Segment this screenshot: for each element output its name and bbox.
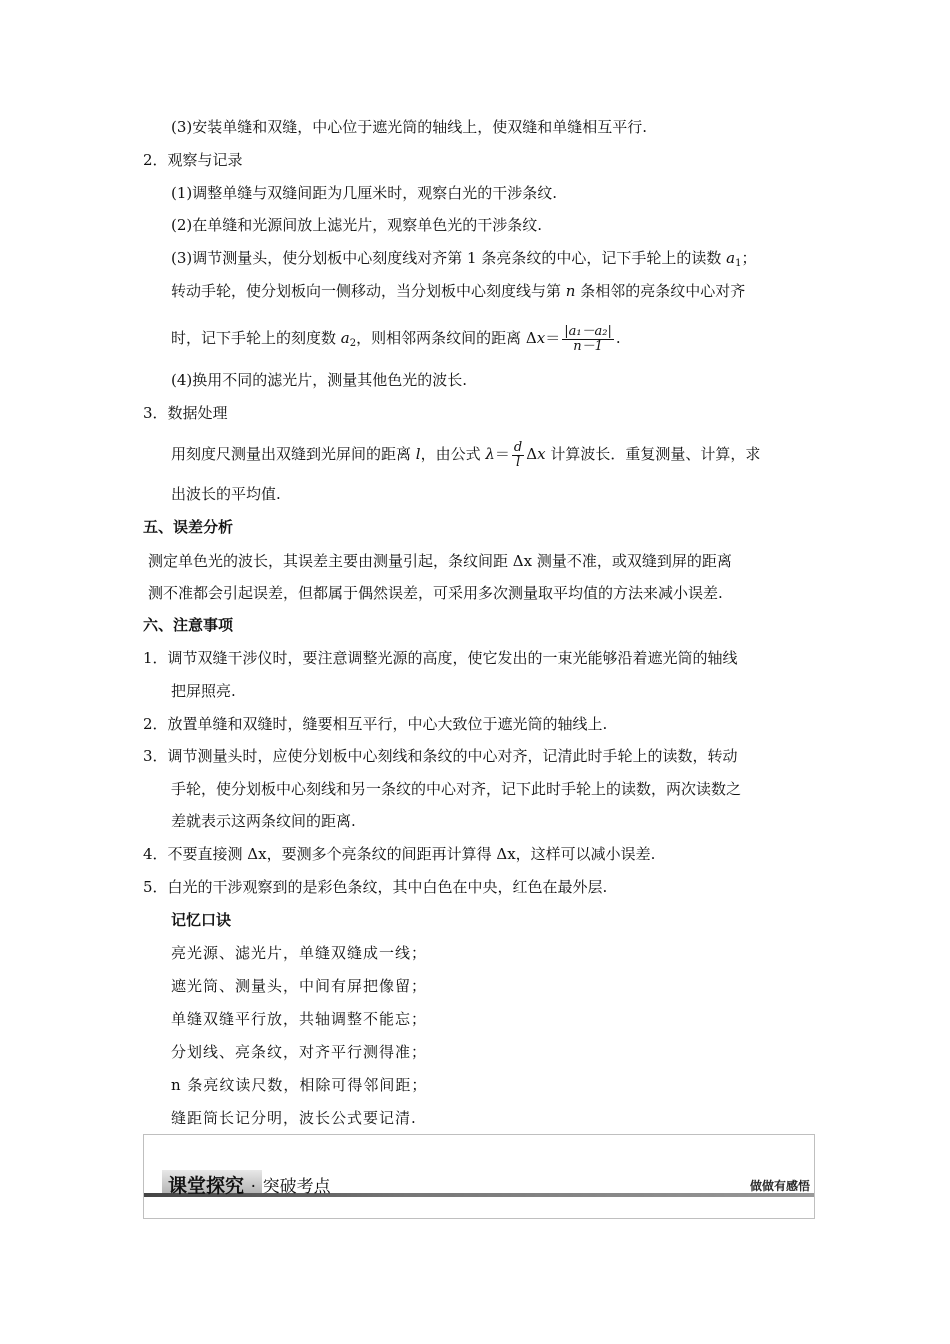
fraction-denominator: n－1 (573, 338, 603, 354)
data-text-1: 用刻度尺测量出双缝到光屏间的距离 (171, 445, 416, 463)
section-banner (143, 1134, 815, 1219)
observe-step-3-line-3 (171, 318, 621, 364)
fraction-numerator: |a₁－a₂| (564, 323, 612, 339)
section-2-heading: 2．观察与记录 (143, 151, 243, 169)
variable-a: a (340, 329, 350, 347)
variable-a: a (726, 249, 736, 267)
wavelength-fraction (512, 441, 524, 470)
fraction-denominator: l (515, 454, 521, 470)
subscript-2: 2 (349, 338, 357, 349)
delta-symbol: Δ (526, 445, 538, 463)
variable-x: x (536, 329, 546, 347)
fraction-numerator: d (513, 439, 523, 455)
memory-rhyme-heading: 记忆口诀 (171, 911, 232, 929)
section-3-heading: 3．数据处理 (143, 404, 228, 422)
note-5: 5．白光的干涉观察到的是彩色条纹，其中白色在中央，红色在最外层. (143, 878, 608, 896)
rhyme-line: n 条亮纹读尺数，相除可得邻间距； (171, 1076, 428, 1094)
period: . (615, 329, 621, 347)
observe-step-3-text-5: ，则相邻两条纹间的距离 Δ (356, 329, 537, 347)
rhyme-line: 缝距筒长记分明，波长公式要记清. (171, 1109, 417, 1127)
observe-step-1: (1)调整单缝与双缝间距为几厘米时，观察白光的干涉条纹. (171, 184, 558, 202)
rhyme-line: 遮光筒、测量头，中间有屏把像留； (171, 977, 428, 995)
banner-title-main: 课堂探究 (168, 1175, 245, 1197)
observe-step-3-line-2 (171, 281, 745, 301)
step-3-install-slits: (3)安装单缝和双缝，中心位于遮光筒的轴线上，使双缝和单缝相互平行. (171, 118, 648, 136)
data-text-3: 计算波长．重复测量、计算，求 (545, 445, 761, 463)
variable-x: x (537, 445, 546, 463)
data-processing-line-1 (171, 434, 760, 474)
observe-step-3-text-4: 时，记下手轮上的刻度数 (171, 329, 341, 347)
section-6-heading: 六、注意事项 (143, 616, 234, 634)
error-analysis-line-1: 测定单色光的波长，其误差主要由测量引起，条纹间距 Δx 测量不准，或双缝到屏的距离 (148, 552, 732, 570)
banner-title-sub: 突破考点 (262, 1177, 331, 1197)
subscript-1: 1 (735, 258, 742, 269)
note-1-line-1: 1．调节双缝干涉仪时，要注意调整光源的高度，使它发出的一束光能够沿着遮光筒的轴线 (143, 649, 738, 667)
data-processing-line-2: 出波长的平均值. (171, 485, 281, 503)
banner-title (168, 1171, 331, 1198)
rhyme-line: 亮光源、滤光片，单缝双缝成一线； (171, 944, 428, 962)
note-4: 4．不要直接测 Δx，要测多个亮条纹的间距再计算得 Δx，这样可以减小误差. (143, 845, 656, 863)
observe-step-4: (4)换用不同的滤光片，测量其他色光的波长. (171, 371, 468, 389)
observe-step-3-text-2: 转动手轮，使分划板向一侧移动，当分划板中心刻度线与第 (171, 282, 566, 300)
punct: ； (741, 249, 757, 267)
note-3-line-2: 手轮，使分划板中心刻线和另一条纹的中心对齐，记下此时手轮上的读数，两次读数之 (171, 780, 742, 798)
rhyme-line: 单缝双缝平行放，共轴调整不能忘； (171, 1010, 428, 1028)
equals-sign: ＝ (545, 329, 561, 347)
note-3-line-1: 3．调节测量头时，应使分划板中心刻线和条纹的中心对齐，记清此时手轮上的读数，转动 (143, 747, 738, 765)
fringe-spacing-fraction (562, 325, 614, 354)
observe-step-3-line-1 (171, 248, 756, 274)
section-5-heading: 五、误差分析 (143, 518, 234, 536)
banner-right-label: 做做有感悟 (749, 1179, 810, 1193)
variable-lambda: λ (485, 445, 495, 463)
note-2: 2．放置单缝和双缝时，缝要相互平行，中心大致位于遮光筒的轴线上. (143, 715, 608, 733)
observe-step-2: (2)在单缝和光源间放上滤光片，观察单色光的干涉条纹. (171, 216, 543, 234)
banner-dot: · (250, 1177, 257, 1197)
note-1-line-2: 把屏照亮. (171, 682, 236, 700)
data-text-2: ，由公式 (420, 445, 486, 463)
observe-step-3-text-3: 条相邻的亮条纹中心对齐 (575, 282, 746, 300)
note-3-line-3: 差就表示这两条纹间的距离. (171, 812, 356, 830)
equals-sign: ＝ (494, 445, 510, 463)
observe-step-3-text: (3)调节测量头，使分划板中心刻度线对齐第 1 条亮条纹的中心，记下手轮上的读数 (171, 249, 727, 267)
variable-l: l (415, 445, 421, 463)
error-analysis-line-2: 测不准都会引起误差，但都属于偶然误差，可采用多次测量取平均值的方法来减小误差. (148, 584, 723, 602)
variable-n: n (565, 282, 576, 300)
rhyme-line: 分划线、亮条纹，对齐平行测得准； (171, 1043, 428, 1061)
